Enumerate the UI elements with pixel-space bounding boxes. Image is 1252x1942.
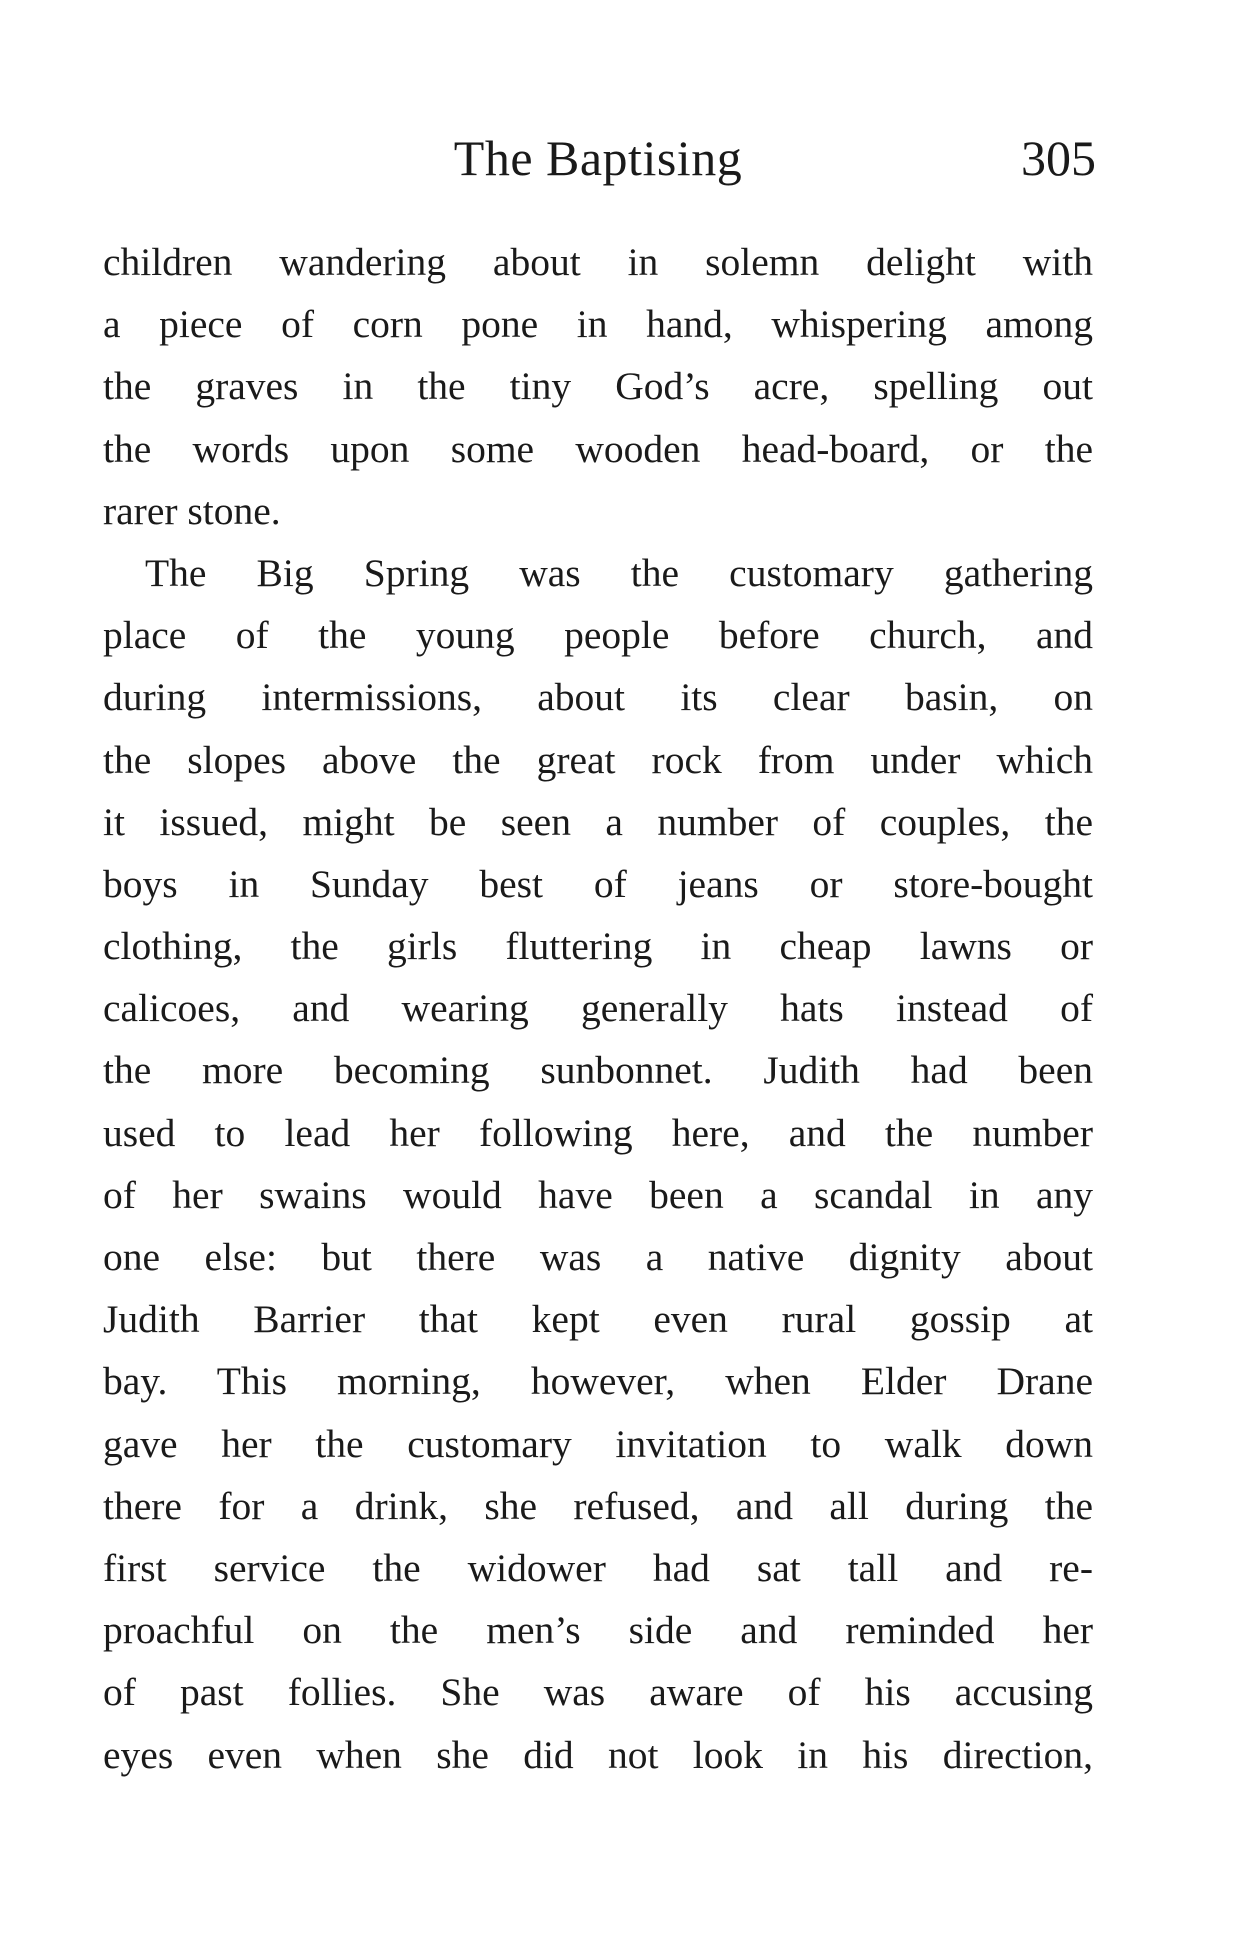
text-line: during intermissions, about its clear basin, on bbox=[103, 675, 1093, 720]
running-head bbox=[100, 128, 1096, 188]
text-line: a piece of corn pone in hand, whispering among bbox=[103, 302, 1093, 347]
text-line: the words upon some wooden head-board, or the bbox=[103, 426, 1093, 471]
text-line: bay. This morning, however, when Elder Drane bbox=[103, 1359, 1093, 1404]
text-line: of past follies. She was aware of his accusing bbox=[103, 1670, 1093, 1715]
text-line: gave her the customary invitation to walk down bbox=[103, 1421, 1093, 1466]
text-line: one else: but there was a native dignity about bbox=[103, 1235, 1093, 1279]
text-line: eyes even when she did not look in his direction, bbox=[103, 1732, 1093, 1777]
text-line: clothing, the girls fluttering in cheap lawns or bbox=[103, 924, 1093, 969]
text-line: proachful on the men’s side and reminded her bbox=[103, 1608, 1093, 1653]
running-title: The Baptising bbox=[453, 130, 743, 186]
text-line: Judith Barrier that kept even rural gossip at bbox=[103, 1297, 1093, 1342]
text-line: boys in Sunday best of jeans or store-bought bbox=[103, 861, 1093, 906]
text-line: rarer stone. bbox=[103, 488, 281, 533]
body-text bbox=[103, 231, 1093, 1786]
text-line: the graves in the tiny God’s acre, spelling out bbox=[103, 364, 1093, 409]
text-line: children wandering about in solemn delight with bbox=[103, 240, 1093, 284]
text-line: the more becoming sunbonnet. Judith had been bbox=[103, 1048, 1093, 1093]
text-line: place of the young people before church, and bbox=[103, 613, 1093, 658]
text-line: there for a drink, she refused, and all during the bbox=[103, 1483, 1093, 1528]
page-number: 305 bbox=[1021, 130, 1096, 186]
text-line: it issued, might be seen a number of couples, the bbox=[103, 799, 1093, 844]
text-line: first service the widower had sat tall and re- bbox=[103, 1545, 1093, 1590]
text-line: the slopes above the great rock from under which bbox=[103, 737, 1093, 782]
text-line: of her swains would have been a scandal in any bbox=[103, 1172, 1093, 1217]
text-line: calicoes, and wearing generally hats instead of bbox=[103, 986, 1093, 1031]
paragraph-first-line: The Big Spring was the customary gathering bbox=[145, 550, 1093, 595]
text-line: used to lead her following here, and the number bbox=[103, 1110, 1093, 1155]
